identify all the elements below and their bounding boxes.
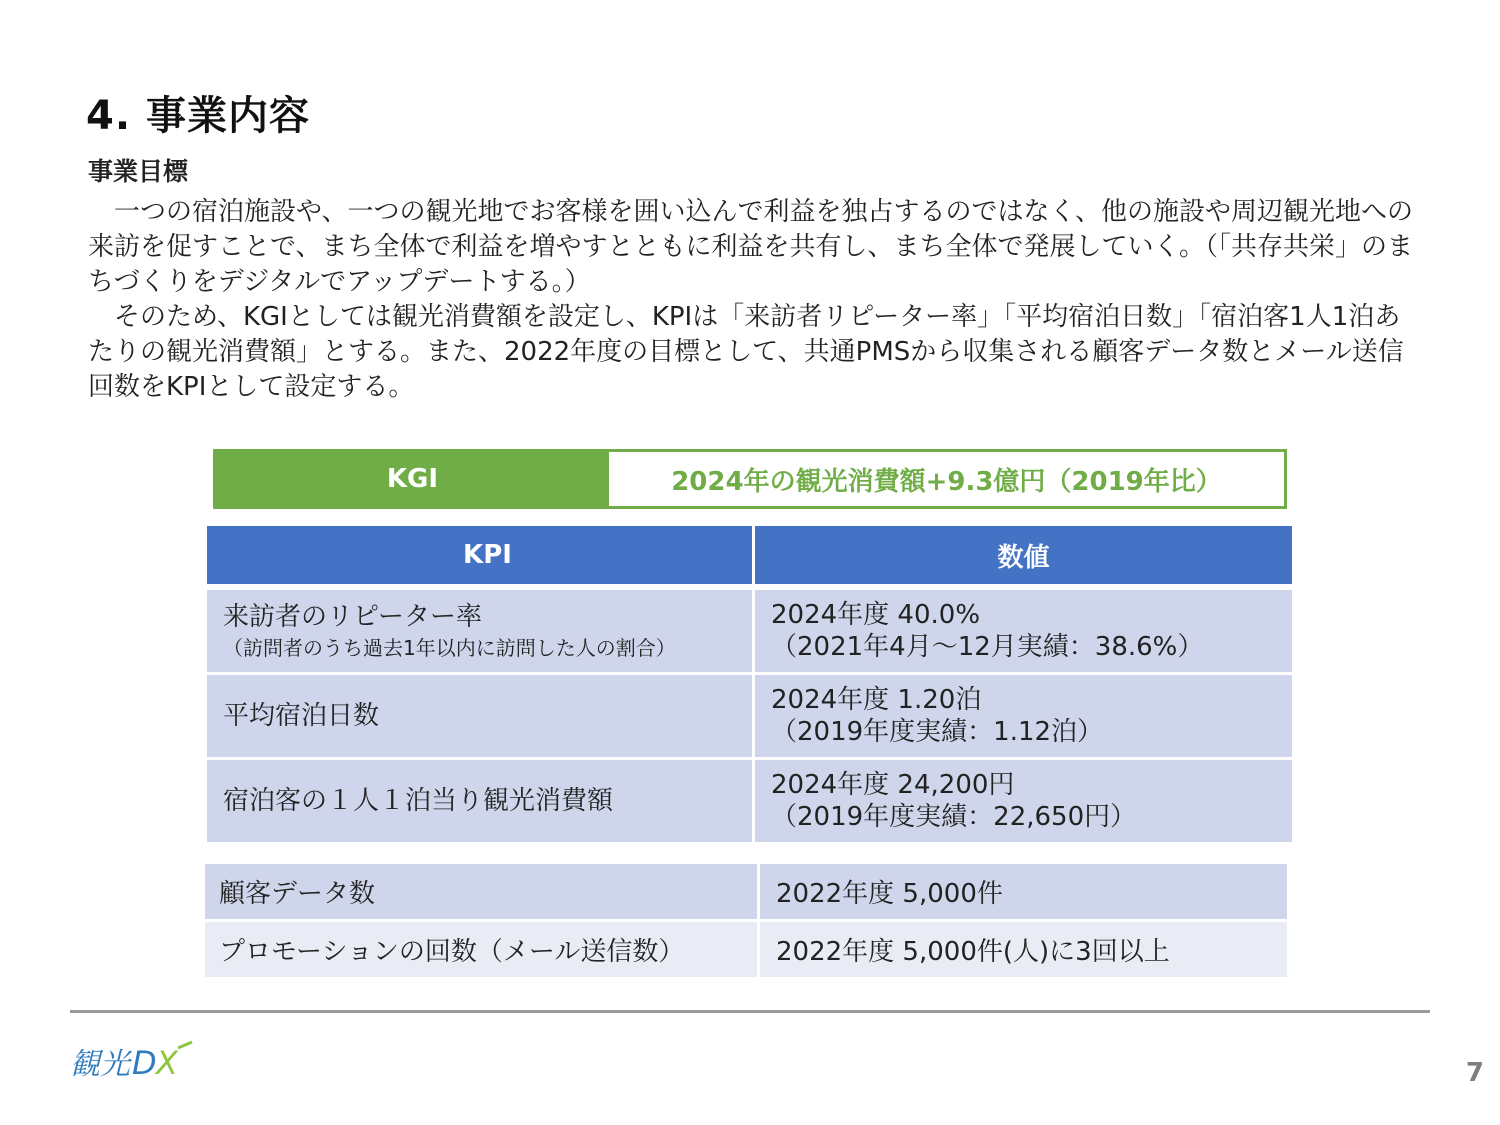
kpi-value-cell xyxy=(755,675,1292,760)
kpi-name: 宿泊客の１人１泊当り観光消費額 xyxy=(223,786,614,816)
page-number: 7 xyxy=(1465,1058,1484,1088)
kgi-label: KGI xyxy=(216,452,609,506)
kpi-target: 2024年度 24,200円 xyxy=(771,770,1015,800)
kpi-actual: （2019年度実績：1.12泊） xyxy=(771,717,1104,747)
data-name-cell: プロモーションの回数（メール送信数） xyxy=(205,922,760,980)
kpi-name-cell xyxy=(207,590,755,675)
kpi-name-cell xyxy=(207,760,755,845)
kanko-dx-logo xyxy=(70,1040,200,1088)
kgi-value: 2024年の観光消費額+9.3億円（2019年比） xyxy=(671,466,1222,497)
svg-text:D: D xyxy=(132,1044,157,1082)
kpi-note: （訪問者のうち過去1年以内に訪問した人の割合） xyxy=(223,636,676,660)
section-subtitle: 事業目標 xyxy=(88,157,189,186)
table-row xyxy=(207,675,1292,760)
table-row xyxy=(207,590,1292,675)
kpi-value-cell xyxy=(755,760,1292,845)
kpi-table xyxy=(207,526,1292,845)
data-name-cell: 顧客データ数 xyxy=(205,864,760,922)
svg-text:観光: 観光 xyxy=(70,1047,130,1082)
body-paragraph-1: 一つの宿泊施設や、一つの観光地でお客様を囲い込んで利益を独占するのではなく、他の施設や周辺観光地への来訪を促すことで、まち全体で利益を増やすとともに利益を共有し、まち全体で発展していく。（「共存共栄」のまちづくりをデジタルでアップデートする。） xyxy=(88,197,1413,297)
logo-icon xyxy=(70,1040,200,1084)
data-value-cell: 2022年度 5,000件 xyxy=(760,864,1287,922)
footer-divider xyxy=(70,1010,1430,1013)
kpi-header-value: 数値 xyxy=(755,526,1292,590)
kpi-actual: （2021年4月～12月実績：38.6%） xyxy=(771,632,1204,662)
kgi-box xyxy=(213,449,1287,509)
kpi-actual: （2019年度実績：22,650円） xyxy=(771,802,1137,832)
kpi-target: 2024年度 1.20泊 xyxy=(771,685,982,715)
page-title: 4. 事業内容 xyxy=(86,93,310,139)
body-paragraph-2: そのため、KGIとしては観光消費額を設定し、KPIは「来訪者リピーター率」「平均宿泊日数」「宿泊客1人1泊あたりの観光消費額」とする。また、2022年度の目標として、共通PMSから収集される顧客データ数とメール送信回数をKPIとして設定する。 xyxy=(88,302,1404,402)
table-row xyxy=(205,864,1287,922)
table-row xyxy=(207,760,1292,845)
kpi-target: 2024年度 40.0% xyxy=(771,600,981,630)
data-kpi-table xyxy=(205,864,1287,980)
kpi-name: 来訪者のリピーター率 xyxy=(223,602,482,632)
kpi-name-cell xyxy=(207,675,755,760)
kpi-header-row xyxy=(207,526,1292,590)
kpi-header-kpi: KPI xyxy=(207,526,755,590)
kpi-name: 平均宿泊日数 xyxy=(223,701,380,731)
data-value-cell: 2022年度 5,000件(人)に3回以上 xyxy=(760,922,1287,980)
table-row xyxy=(205,922,1287,980)
kpi-value-cell xyxy=(755,590,1292,675)
svg-text:X: X xyxy=(156,1044,178,1082)
